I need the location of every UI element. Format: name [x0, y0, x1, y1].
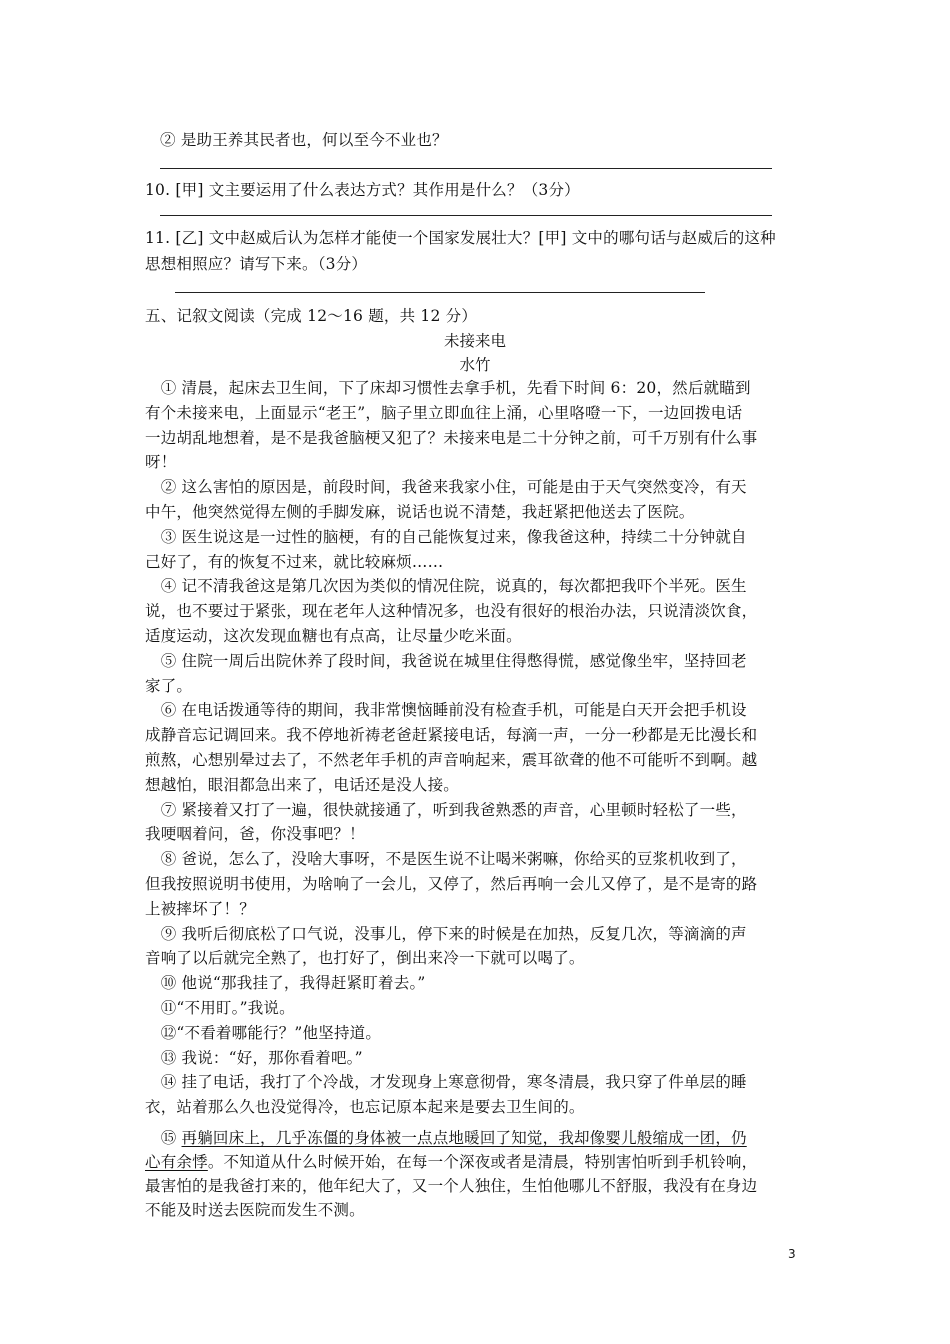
article-author: 水竹	[459, 356, 491, 374]
question-11-line-2: 思想相照应？请写下来。（3分）	[145, 255, 368, 273]
body-line: ④ 记不清我爸这是第几次因为类似的情况住院，说真的，每次都把我吓个半死。医生	[145, 577, 747, 596]
body-line: ⑪“不用盯。”我说。	[145, 999, 295, 1017]
body-line: ⑧ 爸说，怎么了，没啥大事呀，不是医生说不让喝米粥嘛，你给买的豆浆机收到了，	[145, 850, 747, 869]
body-line: 说，也不要过于紧张，现在老年人这种情况多，也没有很好的根治办法，只说清淡饮食，	[145, 602, 758, 621]
question-10: 10. [甲] 文主要运用了什么表达方式？其作用是什么？（3分）	[145, 181, 580, 199]
paragraph-15-line-1	[145, 1126, 747, 1148]
underlined-sentence-part-1: 再躺回床上，几乎冻僵的身体被一点点地暖回了知觉，我却像婴儿般缩成一团，仍	[181, 1129, 747, 1147]
body-line: 成静音忘记调回来。我不停地祈祷老爸赶紧接电话，每滴一声，一分一秒都是无比漫长和	[145, 726, 758, 745]
body-line: 想越怕，眼泪都急出来了，电话还是没人接。	[145, 775, 460, 794]
answer-line-11	[175, 292, 705, 293]
section-heading: 五、记叙文阅读（完成 12～16 题，共 12 分）	[145, 307, 478, 325]
body-line: ⑬ 我说：“好，那你看着吧。”	[145, 1048, 363, 1067]
body-line: 上被摔坏了！？	[145, 899, 255, 918]
article-title: 未接来电	[443, 332, 506, 350]
body-line: 适度运动，这次发现血糖也有点高，让尽量少吃米面。	[145, 627, 522, 645]
answer-line-10	[160, 215, 772, 216]
body-line: ① 清晨，起床去卫生间，下了床却习惯性去拿手机，先看下时间 6：20，然后就瞄到	[145, 379, 751, 397]
page-number: 3	[788, 1247, 796, 1261]
body-line: ⑥ 在电话拨通等待的期间，我非常懊恼睡前没有检查手机，可能是白天开会把手机设	[145, 701, 747, 720]
body-line: 一边胡乱地想着，是不是我爸脑梗又犯了？未接来电是二十分钟之前，可千万别有什么事	[145, 428, 758, 447]
paragraph-15-line-4: 不能及时送去医院而发生不测。	[145, 1201, 365, 1219]
body-line: ⑭ 挂了电话，我打了个冷战，才发现身上寒意彻骨，寒冬清晨，我只穿了件单层的睡	[145, 1073, 747, 1092]
paragraph-15-line-2	[145, 1150, 757, 1172]
body-line: 己好了，有的恢复不过来，就比较麻烦……	[145, 552, 444, 571]
answer-line-9	[160, 168, 772, 169]
body-line: 有个未接来电，上面显示“老王”，脑子里立即血往上涌，心里咯噔一下，一边回拨电话	[145, 403, 743, 422]
body-line: 但我按照说明书使用，为啥响了一会儿，又停了，然后再响一会儿又停了，是不是寄的路	[145, 875, 758, 893]
underlined-sentence-part-2: 心有余悸	[145, 1153, 208, 1171]
body-line: 中午，他突然觉得左侧的手脚发麻，说话也说不清楚，我赶紧把他送去了医院。	[145, 503, 695, 521]
body-line: ⑫“不看着哪能行？”他坚持道。	[145, 1023, 382, 1042]
question-11-line-1: 11. [乙] 文中赵威后认为怎样才能使一个国家发展壮大？[甲] 文中的哪句话与赵威后的这种	[145, 229, 776, 247]
paragraph-15-text: 。不知道从什么时候开始，在每一个深夜或者是清晨，特别害怕听到手机铃响，	[207, 1153, 758, 1171]
body-line: ③ 医生说这是一过性的脑梗，有的自己能恢复过来，像我爸这种，持续二十分钟就自	[145, 527, 747, 546]
body-line: 家了。	[145, 676, 193, 695]
body-line: 我哽咽着问，爸，你没事吧？！	[145, 825, 365, 844]
question-9-sub-2: ② 是助王养其民者也，何以至今不业也？	[160, 131, 448, 149]
body-line: ⑦ 紧接着又打了一遍，很快就接通了，听到我爸熟悉的声音，心里顿时轻松了一些，	[145, 800, 747, 819]
body-line: ⑨ 我听后彻底松了口气说，没事儿，停下来的时候是在加热，反复几次，等滴滴的声	[145, 924, 747, 943]
paragraph-15-line-3: 最害怕的是我爸打来的，他年纪大了，又一个人独住，生怕他哪儿不舒服，我没有在身边	[145, 1177, 758, 1195]
body-line: 煎熬，心想别晕过去了，不然老年手机的声音响起来，震耳欲聋的他不可能听不到啊。越	[145, 751, 758, 769]
body-line: ⑩ 他说“那我挂了，我得赶紧盯着去。”	[145, 974, 426, 993]
body-line: 衣，站着那么久也没觉得冷，也忘记原本起来是要去卫生间的。	[145, 1098, 585, 1117]
body-line: ⑤ 住院一周后出院休养了段时间，我爸说在城里住得憋得慌，感觉像坐牢，坚持回老	[145, 651, 747, 670]
body-line: 呀！	[145, 453, 177, 472]
body-line: ② 这么害怕的原因是，前段时间，我爸来我家小住，可能是由于天气突然变冷，有天	[145, 478, 747, 497]
body-line: 音响了以后就完全熟了，也打好了，倒出来冷一下就可以喝了。	[145, 949, 585, 968]
paragraph-15-number: ⑮	[145, 1129, 182, 1147]
